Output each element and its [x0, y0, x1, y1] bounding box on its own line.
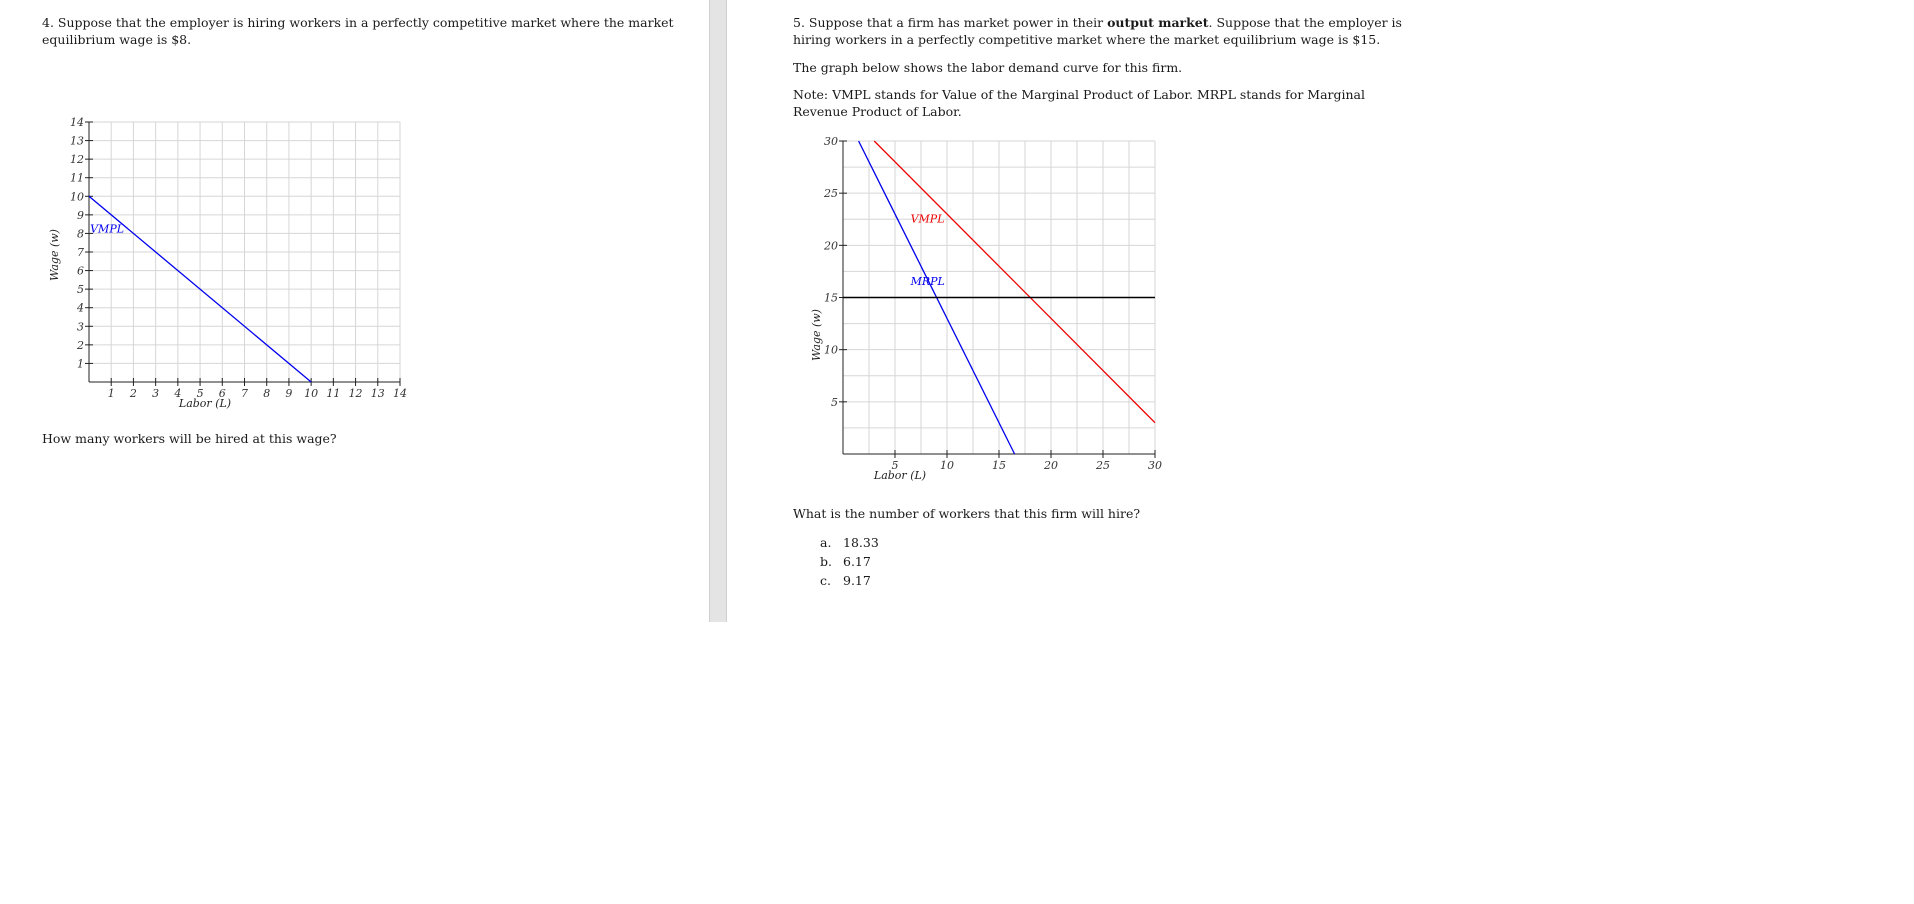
x-tick-label: 15 [992, 459, 1006, 472]
x-tick-label: 5 [891, 459, 899, 472]
x-tick-label: 10 [940, 459, 954, 472]
y-tick-label: 14 [70, 116, 84, 129]
x-tick-label: 8 [263, 387, 271, 400]
chart-q4-labor-demand [40, 58, 420, 418]
x-tick-label: 11 [326, 387, 341, 400]
note-text: Note: VMPL stands for Value of the Marginal Product of Labor. MRPL stands for Marginal Revenue Product of Labor. [793, 87, 1366, 119]
chart-q5-labor-demand [793, 130, 1162, 495]
x-tick-label: 13 [370, 387, 385, 400]
question-4-question: How many workers will be hired at this wage? [42, 431, 337, 446]
y-tick-label: 15 [824, 291, 838, 305]
y-tick-label: 5 [77, 283, 84, 297]
y-tick-label: 4 [77, 301, 84, 315]
y-tick-label: 2 [77, 338, 84, 352]
x-tick-label: 4 [174, 387, 182, 400]
panel-divider[interactable] [709, 0, 727, 622]
y-tick-label: 10 [824, 343, 838, 357]
y-tick-label: 13 [70, 134, 84, 148]
output-market-bold: output market [1107, 15, 1209, 30]
x-tick-label: 9 [285, 387, 293, 400]
x-tick-label: 5 [196, 387, 204, 400]
y-tick-label: 3 [77, 320, 84, 334]
y-tick-label: 12 [70, 153, 84, 167]
question-4-panel [0, 0, 709, 622]
option-c[interactable]: c. 9.17 [820, 573, 871, 588]
x-tick-label: 10 [304, 387, 319, 400]
question-4-prompt: 4. Suppose that the employer is hiring workers in a perfectly competitive market where the market equilibrium wage is $8. [42, 15, 674, 47]
y-tick-label: 5 [831, 395, 838, 409]
y-tick-label: 7 [77, 246, 84, 259]
vmpl-label: VMPL [90, 222, 125, 236]
y-tick-label: 30 [824, 135, 838, 148]
question-5-question: What is the number of workers that this firm will hire? [793, 506, 1141, 521]
x-tick-label: 1 [107, 387, 115, 400]
y-tick-label: 8 [77, 227, 84, 241]
question-5-panel [727, 0, 1427, 622]
question-5-prompt: 5. Suppose that a firm has market power in their output market. Suppose that the employer is hiring workers in a perfectly competitive market where the market equilibrium wage is $15. [793, 15, 1402, 47]
x-tick-label: 30 [1148, 459, 1162, 472]
x-tick-label: 20 [1044, 459, 1058, 472]
y-tick-label: 11 [70, 171, 84, 185]
y-axis-title: Wage (w) [810, 309, 823, 361]
y-tick-label: 1 [77, 357, 84, 371]
x-axis-title: Labor (L) [178, 397, 232, 410]
x-tick-label: 6 [218, 387, 226, 400]
vmpl-label: VMPL [910, 212, 945, 226]
x-axis-title: Labor (L) [873, 469, 927, 482]
y-tick-label: 9 [77, 208, 84, 222]
x-tick-label: 3 [152, 387, 160, 400]
x-tick-label: 25 [1096, 459, 1110, 472]
y-tick-label: 10 [70, 190, 84, 204]
y-tick-label: 25 [824, 187, 838, 201]
answer-options [820, 533, 879, 590]
y-axis-title: Wage (w) [48, 229, 61, 281]
graph-intro: The graph below shows the labor demand curve for this firm. [793, 60, 1183, 75]
option-b[interactable]: b. 6.17 [820, 554, 871, 569]
y-tick-label: 20 [824, 239, 838, 253]
y-tick-label: 6 [77, 264, 84, 278]
x-tick-label: 12 [348, 387, 363, 400]
x-tick-label: 14 [393, 387, 407, 400]
mrpl-label: MRPL [910, 274, 945, 288]
x-tick-label: 7 [241, 387, 248, 400]
x-tick-label: 2 [129, 387, 137, 400]
option-a[interactable]: a. 18.33 [820, 535, 879, 550]
